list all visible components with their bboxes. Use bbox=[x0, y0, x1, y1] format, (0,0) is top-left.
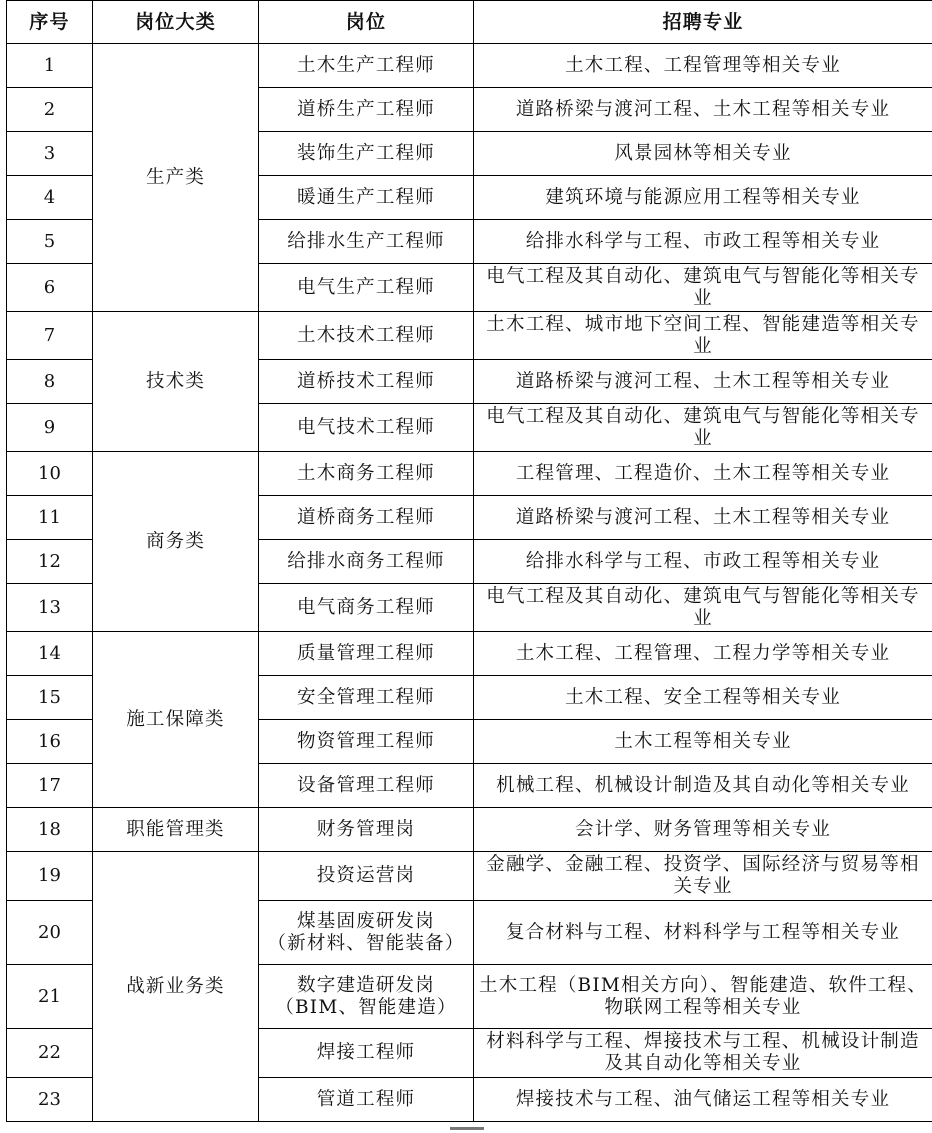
row-index: 16 bbox=[7, 720, 93, 764]
major-cell: 土木工程、城市地下空间工程、智能建造等相关专业 bbox=[474, 312, 932, 360]
major-cell: 焊接技术与工程、油气储运工程等相关专业 bbox=[474, 1078, 932, 1122]
major-cell: 风景园林等相关专业 bbox=[474, 132, 932, 176]
table-row bbox=[7, 452, 932, 496]
major-cell: 工程管理、工程造价、土木工程等相关专业 bbox=[474, 452, 932, 496]
major-cell: 建筑环境与能源应用工程等相关专业 bbox=[474, 176, 932, 220]
category-cell: 商务类 bbox=[93, 452, 259, 632]
major-cell: 会计学、财务管理等相关专业 bbox=[474, 808, 932, 852]
position-cell: 道桥生产工程师 bbox=[259, 88, 474, 132]
row-index: 18 bbox=[7, 808, 93, 852]
category-cell: 施工保障类 bbox=[93, 632, 259, 808]
position-cell: 土木生产工程师 bbox=[259, 44, 474, 88]
row-index: 11 bbox=[7, 496, 93, 540]
position-cell: 电气商务工程师 bbox=[259, 584, 474, 632]
row-index: 15 bbox=[7, 676, 93, 720]
header-row bbox=[7, 1, 932, 44]
header-position: 岗位 bbox=[259, 1, 474, 44]
header-major: 招聘专业 bbox=[474, 1, 932, 44]
category-cell: 战新业务类 bbox=[93, 852, 259, 1122]
major-cell: 电气工程及其自动化、建筑电气与智能化等相关专业 bbox=[474, 264, 932, 312]
row-index: 7 bbox=[7, 312, 93, 360]
row-index: 19 bbox=[7, 852, 93, 901]
major-cell: 道路桥梁与渡河工程、土木工程等相关专业 bbox=[474, 360, 932, 404]
major-cell: 道路桥梁与渡河工程、土木工程等相关专业 bbox=[474, 496, 932, 540]
row-index: 10 bbox=[7, 452, 93, 496]
major-cell: 土木工程（BIM相关方向）、智能建造、软件工程、物联网工程等相关专业 bbox=[474, 965, 932, 1029]
row-index: 23 bbox=[7, 1078, 93, 1122]
position-title: 煤基固废研发岗 bbox=[297, 910, 435, 932]
row-index: 14 bbox=[7, 632, 93, 676]
position-cell: 财务管理岗 bbox=[259, 808, 474, 852]
position-cell: 装饰生产工程师 bbox=[259, 132, 474, 176]
major-cell: 道路桥梁与渡河工程、土木工程等相关专业 bbox=[474, 88, 932, 132]
position-cell: 质量管理工程师 bbox=[259, 632, 474, 676]
header-index: 序号 bbox=[7, 1, 93, 44]
table-row bbox=[7, 312, 932, 360]
table-row bbox=[7, 632, 932, 676]
row-index: 17 bbox=[7, 764, 93, 808]
recruitment-table bbox=[6, 0, 932, 1122]
position-cell: 道桥技术工程师 bbox=[259, 360, 474, 404]
row-index: 20 bbox=[7, 901, 93, 965]
position-cell: 电气技术工程师 bbox=[259, 404, 474, 452]
major-cell: 土木工程、工程管理、工程力学等相关专业 bbox=[474, 632, 932, 676]
position-cell: 土木技术工程师 bbox=[259, 312, 474, 360]
position-cell bbox=[259, 965, 474, 1029]
major-cell: 给排水科学与工程、市政工程等相关专业 bbox=[474, 220, 932, 264]
header-category: 岗位大类 bbox=[93, 1, 259, 44]
position-cell: 电气生产工程师 bbox=[259, 264, 474, 312]
row-index: 8 bbox=[7, 360, 93, 404]
major-cell: 电气工程及其自动化、建筑电气与智能化等相关专业 bbox=[474, 584, 932, 632]
position-cell: 给排水生产工程师 bbox=[259, 220, 474, 264]
table-row bbox=[7, 44, 932, 88]
row-index: 6 bbox=[7, 264, 93, 312]
position-cell: 给排水商务工程师 bbox=[259, 540, 474, 584]
position-note: （新材料、智能装备） bbox=[267, 932, 465, 954]
row-index: 21 bbox=[7, 965, 93, 1029]
category-cell: 职能管理类 bbox=[93, 808, 259, 852]
row-index: 2 bbox=[7, 88, 93, 132]
table-row bbox=[7, 852, 932, 901]
position-title: 数字建造研发岗 bbox=[297, 974, 435, 996]
row-index: 1 bbox=[7, 44, 93, 88]
major-cell: 给排水科学与工程、市政工程等相关专业 bbox=[474, 540, 932, 584]
position-cell: 管道工程师 bbox=[259, 1078, 474, 1122]
position-note: （BIM、智能建造） bbox=[275, 996, 457, 1018]
major-cell: 复合材料与工程、材料科学与工程等相关专业 bbox=[474, 901, 932, 965]
row-index: 12 bbox=[7, 540, 93, 584]
position-cell: 焊接工程师 bbox=[259, 1029, 474, 1078]
page-edge-mark bbox=[450, 1127, 484, 1130]
position-cell: 安全管理工程师 bbox=[259, 676, 474, 720]
major-cell: 土木工程等相关专业 bbox=[474, 720, 932, 764]
major-cell: 土木工程、安全工程等相关专业 bbox=[474, 676, 932, 720]
row-index: 3 bbox=[7, 132, 93, 176]
category-cell: 生产类 bbox=[93, 44, 259, 312]
position-cell: 设备管理工程师 bbox=[259, 764, 474, 808]
position-cell bbox=[259, 901, 474, 965]
major-cell: 金融学、金融工程、投资学、国际经济与贸易等相关专业 bbox=[474, 852, 932, 901]
position-cell: 道桥商务工程师 bbox=[259, 496, 474, 540]
row-index: 5 bbox=[7, 220, 93, 264]
position-cell: 投资运营岗 bbox=[259, 852, 474, 901]
row-index: 13 bbox=[7, 584, 93, 632]
position-cell: 物资管理工程师 bbox=[259, 720, 474, 764]
row-index: 4 bbox=[7, 176, 93, 220]
row-index: 9 bbox=[7, 404, 93, 452]
position-cell: 土木商务工程师 bbox=[259, 452, 474, 496]
table-row bbox=[7, 808, 932, 852]
major-cell: 机械工程、机械设计制造及其自动化等相关专业 bbox=[474, 764, 932, 808]
position-cell: 暖通生产工程师 bbox=[259, 176, 474, 220]
category-cell: 技术类 bbox=[93, 312, 259, 452]
major-cell: 土木工程、工程管理等相关专业 bbox=[474, 44, 932, 88]
major-cell: 电气工程及其自动化、建筑电气与智能化等相关专业 bbox=[474, 404, 932, 452]
major-cell: 材料科学与工程、焊接技术与工程、机械设计制造及其自动化等相关专业 bbox=[474, 1029, 932, 1078]
row-index: 22 bbox=[7, 1029, 93, 1078]
